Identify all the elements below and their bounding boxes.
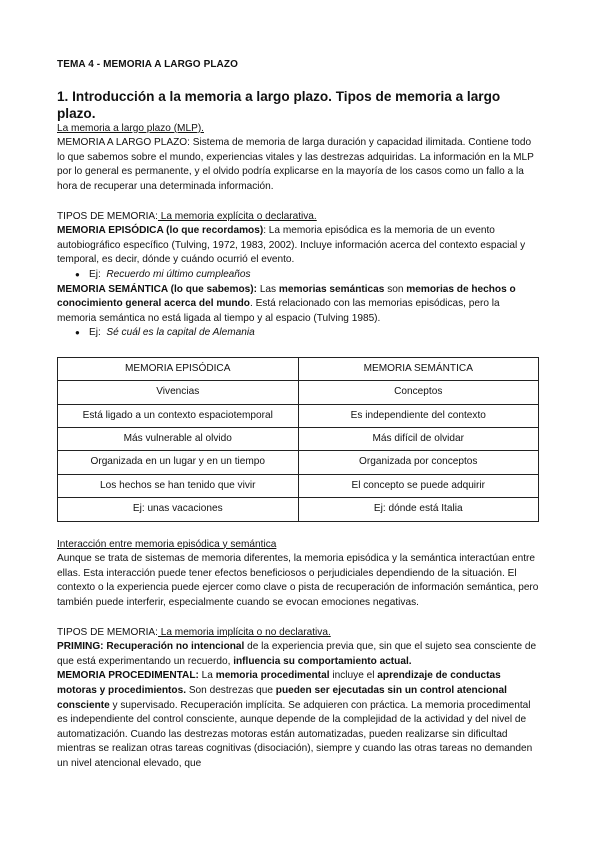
table-cell: El concepto se puede adquirir: [298, 474, 539, 497]
interaccion-title: Interacción entre memoria episódica y semántica: [57, 538, 277, 550]
mlp-paragraph: [57, 136, 539, 194]
semantica-bold-1: memorias semánticas: [278, 283, 385, 295]
table-row: [58, 498, 539, 521]
proc-bold-1: memoria procedimental: [215, 670, 330, 682]
ej-semantica: Sé cuál es la capital de Alemania: [106, 327, 255, 339]
priming-text: de la experiencia previa que, sin que el sujeto sea consciente de que está experimentando un recuerdo,: [57, 641, 537, 667]
ej-label: Ej:: [89, 327, 101, 339]
episodica-paragraph: [57, 224, 539, 268]
proc-text-4: y supervisado. Recuperación implícita. Se adquieren con práctica. La memoria procedimental es independiente del control consciente, aunque depende de la complejidad de la actividad y del nivel de automatización. Cuando las destrezas motoras están automatizadas, pueden realizarse sin dificultad mientras se realizan otras tareas cognitivas (disociación), siempre y cuando las otras tareas no demanden un nivel atencional elevado, que: [57, 699, 533, 769]
mlp-subtitle: La memoria a largo plazo (MLP).: [57, 122, 204, 134]
table-cell: Ej: dónde está Italia: [298, 498, 539, 521]
document-page: [57, 58, 539, 772]
semantica-text-3: . Está relacionado con las memorias episódicas, pero la memoria semántica no está ligada al tiempo y al espacio (Tulving 1985).: [57, 298, 500, 324]
implicita-heading: [57, 626, 539, 641]
semantica-paragraph: [57, 283, 539, 327]
procedimental-paragraph: [57, 669, 539, 771]
priming-label: PRIMING: Recuperación no intencional: [57, 641, 245, 653]
priming-paragraph: [57, 640, 539, 669]
episodica-text: : La memoria episódica es la memoria de un evento autobiográfico específico (Tulving, 1972, 1983, 2002). Incluye información acerca del contexto espacial y temporal, es decir, dónde y cuándo ocurrió el evento.: [57, 225, 526, 266]
table-cell: Organizada por conceptos: [298, 451, 539, 474]
semantica-text-2: son: [384, 283, 407, 295]
implicita-sub: La memoria implícita o no declarativa.: [157, 626, 331, 638]
table-cell: Ej: unas vacaciones: [58, 498, 299, 521]
explicita-sub: La memoria explícita o declarativa.: [157, 210, 317, 222]
table-row: [58, 428, 539, 451]
table-cell: Conceptos: [298, 381, 539, 404]
table-row: [58, 474, 539, 497]
table-cell: Más difícil de olvidar: [298, 428, 539, 451]
table-row: [58, 404, 539, 427]
semantica-text-1: Las: [257, 283, 279, 295]
table-row: [58, 451, 539, 474]
semantica-examples: [57, 326, 539, 341]
table-cell: Organizada en un lugar y en un tiempo: [58, 451, 299, 474]
table-header-row: [58, 357, 539, 380]
episodica-examples: [57, 268, 539, 283]
explicita-heading: [57, 210, 539, 225]
ej-episodica: Recuerdo mi último cumpleaños: [106, 268, 251, 280]
implicita-tipos: TIPOS DE MEMORIA:: [57, 626, 158, 638]
ej-label: Ej:: [89, 268, 101, 280]
table-cell: Los hechos se han tenido que vivir: [58, 474, 299, 497]
list-item: [77, 268, 539, 283]
table-cell: Vivencias: [58, 381, 299, 404]
mlp-label: MEMORIA A LARGO PLAZO:: [57, 137, 190, 149]
table-header-cell: MEMORIA EPISÓDICA: [58, 357, 299, 380]
table-cell: Está ligado a un contexto espaciotemporal: [58, 404, 299, 427]
table-cell: Más vulnerable al olvido: [58, 428, 299, 451]
proc-text-2: incluye el: [329, 670, 378, 682]
proc-bold-3: pueden ser ejecutadas sin un control atencional consciente: [57, 684, 507, 711]
priming-bold: influencia su comportamiento actual.: [233, 655, 412, 667]
interaccion-text: Aunque se trata de sistemas de memoria diferentes, la memoria episódica y la semántica interactúan entre ellas. Esta interacción puede tener efectos beneficiosos o perjudiciales dependiendo de la situación. El contexto o la experiencia puede ejercer como clave o pista de recuperación de información semántica, pero también puede interferir, especialmente cuando se evocan emociones negativas.: [57, 553, 539, 609]
proc-text-3: Son destrezas que: [186, 684, 276, 696]
table-row: [58, 381, 539, 404]
list-item: [77, 326, 539, 341]
proc-text-1: La: [198, 670, 216, 682]
table-cell: Es independiente del contexto: [298, 404, 539, 427]
mlp-text: Sistema de memoria de larga duración y capacidad ilimitada. Contiene todo lo que sabemos sobre el mundo, experiencias vitales y las destrezas adquiridas. La información en la MLP por lo general es permanente, y el olvido podría explicarse en la mayoría de los casos como un fallo a la hora de recuperar una determinada información.: [57, 137, 534, 192]
section-title: 1. Introducción a la memoria a largo plazo. Tipos de memoria a largo plazo.: [57, 88, 501, 121]
proc-bold-2: aprendizaje de conductas motoras y procedimientos.: [57, 670, 501, 696]
proc-label: MEMORIA PROCEDIMENTAL:: [57, 670, 199, 682]
semantica-bold-2: memorias de hechos o conocimiento general acerca del mundo: [57, 283, 516, 310]
comparison-table: [57, 357, 539, 522]
explicita-tipos: TIPOS DE MEMORIA:: [57, 210, 158, 222]
episodica-label: MEMORIA EPISÓDICA (lo que recordamos): [57, 225, 264, 237]
table-header-cell: MEMORIA SEMÁNTICA: [298, 357, 539, 380]
semantica-label: MEMORIA SEMÁNTICA (lo que sabemos):: [57, 283, 258, 295]
tema-heading: TEMA 4 - MEMORIA A LARGO PLAZO: [57, 59, 238, 70]
